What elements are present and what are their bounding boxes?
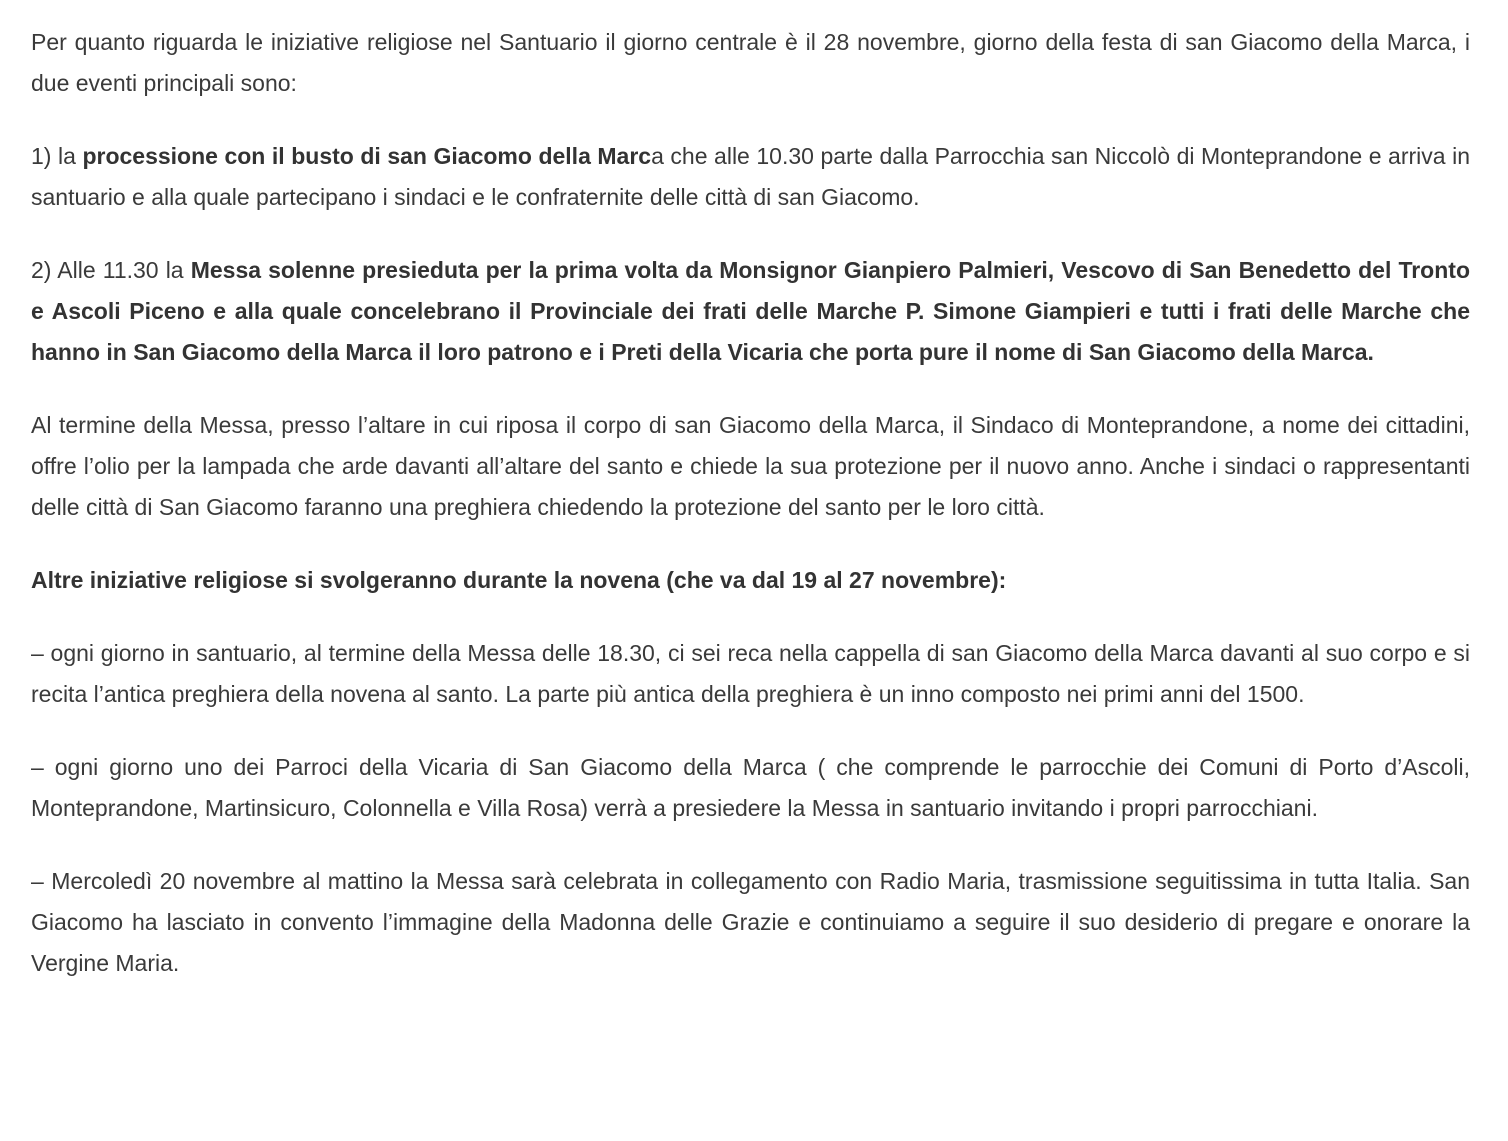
- novena-item: – Mercoledì 20 novembre al mattino la Messa sarà celebrata in collegamento con Radio Maria, trasmissione seguitissima in tutta Italia. San Giacomo ha lasciato in convento l’immagine della Madonna delle Grazie e continuiamo a seguire il suo desiderio di pregare e onorare la Vergine Maria.: [31, 868, 1470, 976]
- event-1-paragraph: [31, 136, 1470, 218]
- novena-item: – ogni giorno uno dei Parroci della Vicaria di San Giacomo della Marca ( che comprende le parrocchie dei Comuni di Porto d’Ascoli, Monteprandone, Martinsicuro, Colonnella e Villa Rosa) verrà a presiedere la Messa in santuario invitando i propri parrocchiani.: [31, 754, 1470, 821]
- event-1-highlight: processione con il busto di san Giacomo della Marc: [82, 143, 652, 169]
- event-2-prefix: 2) Alle 11.30 la: [31, 257, 191, 283]
- event-2-paragraph: [31, 250, 1470, 373]
- novena-item: – ogni giorno in santuario, al termine della Messa delle 18.30, ci sei reca nella cappella di san Giacomo della Marca davanti al suo corpo e si recita l’antica preghiera della novena al santo. La parte più antica della preghiera è un inno composto nei primi anni del 1500.: [31, 640, 1470, 707]
- novena-heading-text: Altre iniziative religiose si svolgeranno durante la novena (che va dal 19 al 27 novembre):: [31, 567, 1007, 593]
- event-1-prefix: 1) la: [31, 143, 83, 169]
- event-1-text: a che alle 10.30 parte dalla Parrocchia san Niccolò di Monteprandone e arriva in santuario e alla quale partecipano i sindaci e le confraternite delle città di san Giacomo.: [31, 143, 1470, 210]
- after-mass-paragraph: Al termine della Messa, presso l’altare in cui riposa il corpo di san Giacomo della Marca, il Sindaco di Monteprandone, a nome dei cittadini, offre l’olio per la lampada che arde davanti all’altare del santo e chiede la sua protezione per il nuovo anno. Anche i sindaci o rappresentanti delle città di San Giacomo faranno una preghiera chiedendo la protezione del santo per le loro città.: [31, 412, 1470, 520]
- article-body: [31, 22, 1470, 1016]
- event-2-highlight: Messa solenne presieduta per la prima volta da Monsignor Gianpiero Palmieri, Vescovo di San Benedetto del Tronto e Ascoli Piceno e alla quale concelebrano il Provinciale dei frati delle Marche P. Simone Giampieri e tutti i frati delle Marche che hanno in San Giacomo della Marca il loro patrono e i Preti della Vicaria che porta pure il nome di San Giacomo della Marca.: [31, 257, 1470, 365]
- novena-heading: [31, 560, 1470, 601]
- intro-paragraph: Per quanto riguarda le iniziative religiose nel Santuario il giorno centrale è il 28 novembre, giorno della festa di san Giacomo della Marca, i due eventi principali sono:: [31, 29, 1470, 96]
